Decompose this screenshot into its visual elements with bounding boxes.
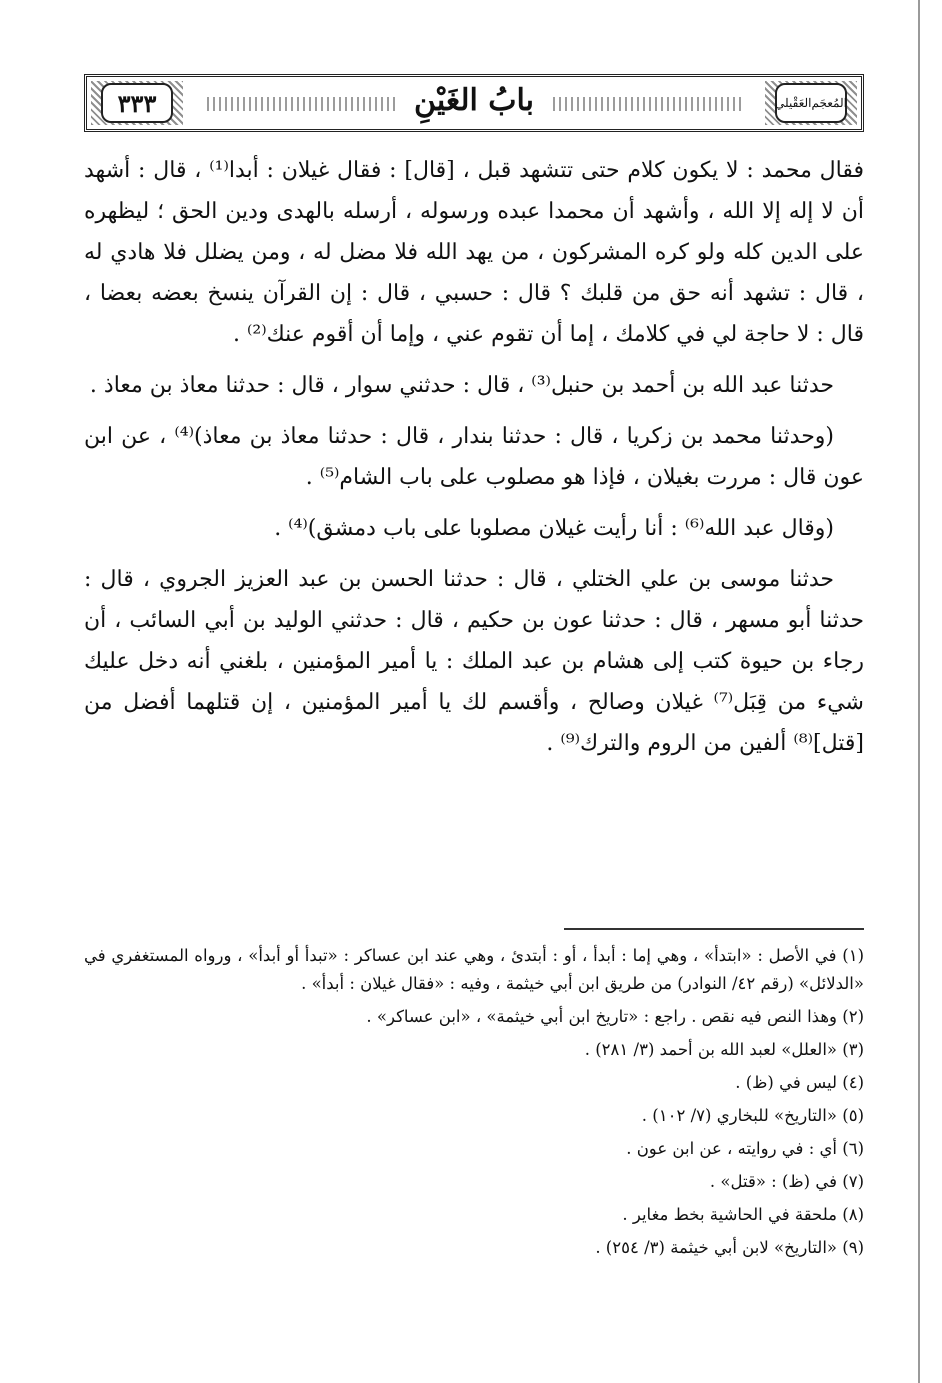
logo-line: المُعجَم — [811, 95, 847, 110]
footnote: (٥) «التاريخ» للبخاري (٧/ ١٠٢) . — [641, 1106, 864, 1125]
paragraph: حدثنا عبد الله بن أحمد بن حنبل⁽³⁾ ، قال : حدثني سوار ، قال : حدثنا معاذ بن معاذ . — [89, 373, 834, 398]
logo-line: العَقْيلي — [775, 95, 812, 110]
footnote: (٩) «التاريخ» لابن أبي خيثمة (٣/ ٢٥٤) . — [595, 1238, 864, 1257]
paragraph: فقال محمد : لا يكون كلام حتى تتشهد قبل ، [قال] : فقال غيلان : أبدا⁽¹⁾ ، قال : أشهد أن لا إله إلا الله ، وأشهد أن محمدا عبده ورسوله ، أرسله بالهدى ودين الحق ؛ ليظهره على الدين كله ولو كره المشركون ، من يهد الله فلا مضل له ، ومن يضلل فلا هادي له ، قال : تشهد أنه حق من قلبك ؟ قال : حسبي ، قال : إن القرآن ينسخ بعضه بعضا ، قال : لا حاجة لي في كلامك ، إما أن تقوم عني ، وإما أن أقوم عنك⁽²⁾ . — [84, 158, 865, 347]
page-edge-line — [918, 0, 920, 1383]
footnote: (٨) ملحقة في الحاشية بخط مغاير . — [622, 1205, 864, 1224]
header-ornament-band — [541, 97, 741, 111]
chapter-title: بابُ الغَيْنِ — [398, 83, 550, 118]
paragraph: (وحدثنا محمد بن زكريا ، قال : حدثنا بندار ، قال : حدثنا معاذ بن معاذ)⁽⁴⁾ ، عن ابن عون قال : مررت بغيلان ، فإذا هو مصلوب على باب الشام⁽⁵⁾ . — [84, 424, 864, 490]
book-logo — [775, 83, 847, 123]
paragraph: حدثنا موسى بن علي الختلي ، قال : حدثنا الحسن بن عبد العزيز الجروي ، قال : حدثنا أبو مسهر ، قال : حدثنا عون بن حكيم ، قال : حدثني الوليد بن أبي السائب ، أن رجاء بن حيوة كتب إلى هشام بن عبد الملك : يا أمير المؤمنين ، بلغني أنه دخل عليك شيء من قِبَل⁽⁷⁾ غيلان وصالح ، وأقسم لك يا أمير المؤمنين ، إن قتلهما أفضل من [قتل]⁽⁸⁾ ألفين من الروم والترك⁽⁹⁾ . — [84, 567, 864, 756]
footnote: (١) في الأصل : «ابتدأ» ، وهي إما : أبدأ ، أو : أبتدئ ، وهي عند ابن عساكر : «تبدأ أو أبدأ» ، ورواه المستغفري في «الدلائل» (رقم ٤٢/ النوادر) من طريق ابن أبي خيثمة ، وفيه : «فقال غيلان : أبدأ» . — [84, 946, 864, 993]
page-number: ٣٣٣ — [101, 83, 173, 123]
page-header — [84, 74, 864, 132]
header-ornament-band — [207, 97, 407, 111]
footnote: (٦) أي : في روايته ، عن ابن عون . — [626, 1139, 864, 1158]
footnote: (٣) «العلل» لعبد الله بن أحمد (٣/ ٢٨١) . — [584, 1040, 864, 1059]
footnotes — [84, 942, 864, 1267]
paragraph: (وقال عبد الله⁽⁶⁾ : أنا رأيت غيلان مصلوبا على باب دمشق)⁽⁴⁾ . — [274, 516, 834, 541]
footnote: (٤) ليس في (ظ) . — [735, 1073, 864, 1092]
footnote: (٧) في (ظ) : «قتل» . — [709, 1172, 864, 1191]
main-text — [84, 150, 864, 774]
footnote-separator — [564, 928, 864, 930]
footnote: (٢) وهذا النص فيه نقص . راجع : «تاريخ ابن أبي خيثمة» ، «ابن عساكر» . — [366, 1007, 864, 1026]
